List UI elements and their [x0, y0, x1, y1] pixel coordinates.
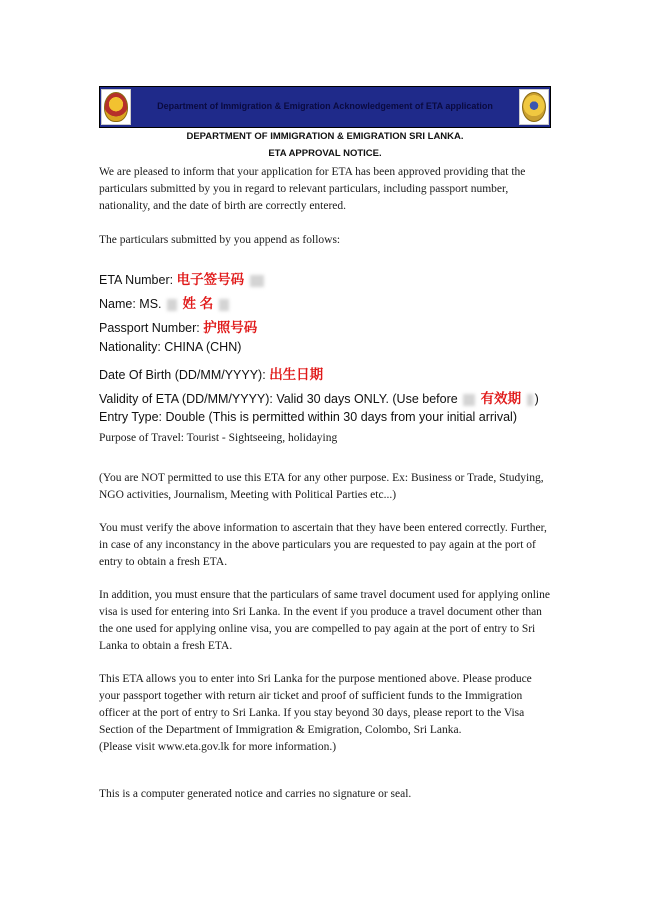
travel-document-line: visa is used for entering into Sri Lanka. In the event if you produce a travel document other than — [99, 606, 542, 618]
dob-value: 出生日期 — [269, 367, 324, 382]
website-reference-line: (Please visit www.eta.gov.lk for more information.) — [99, 741, 337, 753]
travel-document-line: Lanka to obtain a fresh ETA. — [99, 640, 233, 652]
entry-type-row: Entry Type: Double (This is permitted within 30 days from your initial arrival) — [99, 410, 517, 424]
purpose-notice-line: NGO activities, Journalism, Meeting with Political Parties etc...) — [99, 489, 397, 501]
eta-number-value: 电子签号码 — [176, 272, 245, 287]
name-value: 姓 名 — [182, 296, 214, 311]
passport-label: Passport Number: — [99, 321, 200, 335]
entry-info-paragraph — [99, 671, 559, 756]
passport-value: 护照号码 — [203, 320, 258, 335]
redaction — [250, 275, 264, 287]
purpose-notice-line: (You are NOT permitted to use this ETA for any other purpose. Ex: Business or Trade, Studying, — [99, 472, 544, 484]
banner-title: Department of Immigration & Emigration Acknowledgement of ETA application — [157, 101, 493, 111]
redaction — [463, 394, 475, 406]
verify-line: entry to obtain a fresh ETA. — [99, 556, 228, 568]
intro-paragraph — [99, 164, 559, 215]
sri-lanka-emblem-icon — [101, 89, 131, 125]
redaction — [527, 394, 533, 406]
eta-number-label: ETA Number: — [99, 273, 174, 287]
travel-document-line: the one used for applying online visa, you are compelled to pay again at the port of entry to Sri — [99, 623, 536, 635]
eta-number-row — [99, 268, 266, 288]
purpose-row: Purpose of Travel: Tourist - Sightseeing, holidaying — [99, 432, 338, 444]
validity-value: 有效期 — [480, 391, 522, 406]
department-heading: DEPARTMENT OF IMMIGRATION & EMIGRATION SRI LANKA. — [186, 131, 464, 142]
notice-heading: ETA APPROVAL NOTICE. — [268, 148, 382, 159]
verify-line: You must verify the above information to ascertain that they have been entered correctly. Further, — [99, 522, 547, 534]
validity-row — [99, 387, 539, 407]
department-emblem-icon — [519, 89, 549, 125]
verify-line: in case of any inconstancy in the above particulars you are requested to pay again at the port of — [99, 539, 536, 551]
travel-document-line: In addition, you must ensure that the particulars of same travel document used for applying online — [99, 589, 550, 601]
travel-document-paragraph — [99, 587, 559, 655]
name-label: Name: MS. — [99, 297, 162, 311]
dob-label: Date Of Birth (DD/MM/YYYY): — [99, 368, 266, 382]
name-row — [99, 292, 231, 312]
validity-suffix: ) — [534, 392, 539, 406]
entry-info-line: your passport together with return air ticket and proof of sufficient funds to the Immigration — [99, 690, 523, 702]
intro-line: nationality, and the date of birth are correctly entered. — [99, 200, 347, 212]
header-banner — [99, 86, 551, 128]
entry-info-line: Section of the Department of Immigration & Emigration, Colombo, Sri Lanka. — [99, 724, 462, 736]
dob-row — [99, 363, 323, 383]
verify-paragraph — [99, 520, 559, 571]
passport-row — [99, 316, 257, 336]
entry-info-line: This ETA allows you to enter into Sri Lanka for the purpose mentioned above. Please produce — [99, 673, 532, 685]
append-text: The particulars submitted by you append as follows: — [99, 234, 341, 246]
redaction — [167, 299, 177, 311]
intro-line: particulars submitted by you in regard to relevant particulars, including passport number, — [99, 183, 509, 195]
entry-info-line: officer at the port of entry to Sri Lanka. If you stay beyond 30 days, please report to the Visa — [99, 707, 525, 719]
redaction — [219, 299, 229, 311]
validity-label: Validity of ETA (DD/MM/YYYY): Valid 30 days ONLY. (Use before — [99, 392, 458, 406]
nationality-row: Nationality: CHINA (CHN) — [99, 340, 242, 354]
purpose-notice-paragraph — [99, 470, 559, 504]
footer-note: This is a computer generated notice and carries no signature or seal. — [99, 788, 412, 800]
intro-line: We are pleased to inform that your application for ETA has been approved providing that the — [99, 166, 526, 178]
